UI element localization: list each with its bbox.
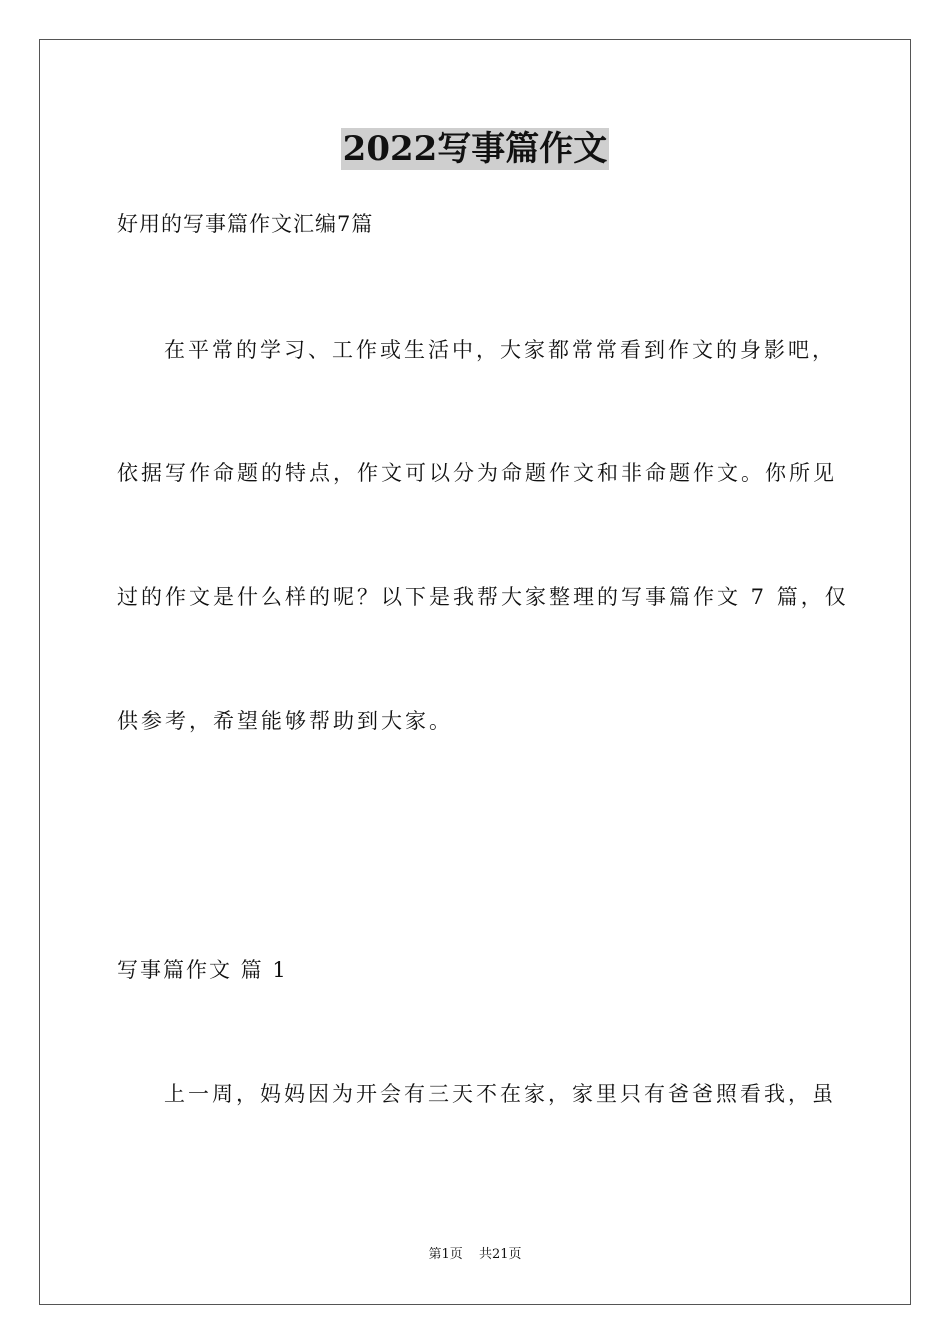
page-number-total: 共21页 [478, 1247, 522, 1262]
document-title: 2022写事篇作文 [342, 129, 608, 169]
page-number-current: 第1页 [428, 1247, 463, 1262]
section-first-line: 上一周，妈妈因为开会有三天不在家，家里只有爸爸照看我，虽 [164, 1082, 836, 1106]
title-container [0, 128, 950, 170]
intro-line-1: 在平常的学习、工作或生活中，大家都常常看到作文的身影吧， [164, 338, 836, 362]
section-heading: 写事篇作文 篇 1 [117, 958, 288, 982]
page-footer [0, 1246, 950, 1264]
intro-line-3: 过的作文是什么样的呢？以下是我帮大家整理的写事篇作文 7 篇，仅 [117, 585, 849, 609]
intro-line-2: 依据写作命题的特点，作文可以分为命题作文和非命题作文。你所见 [117, 461, 837, 485]
intro-line-4: 供参考，希望能够帮助到大家。 [117, 709, 453, 733]
document-subtitle: 好用的写事篇作文汇编7篇 [117, 212, 374, 236]
